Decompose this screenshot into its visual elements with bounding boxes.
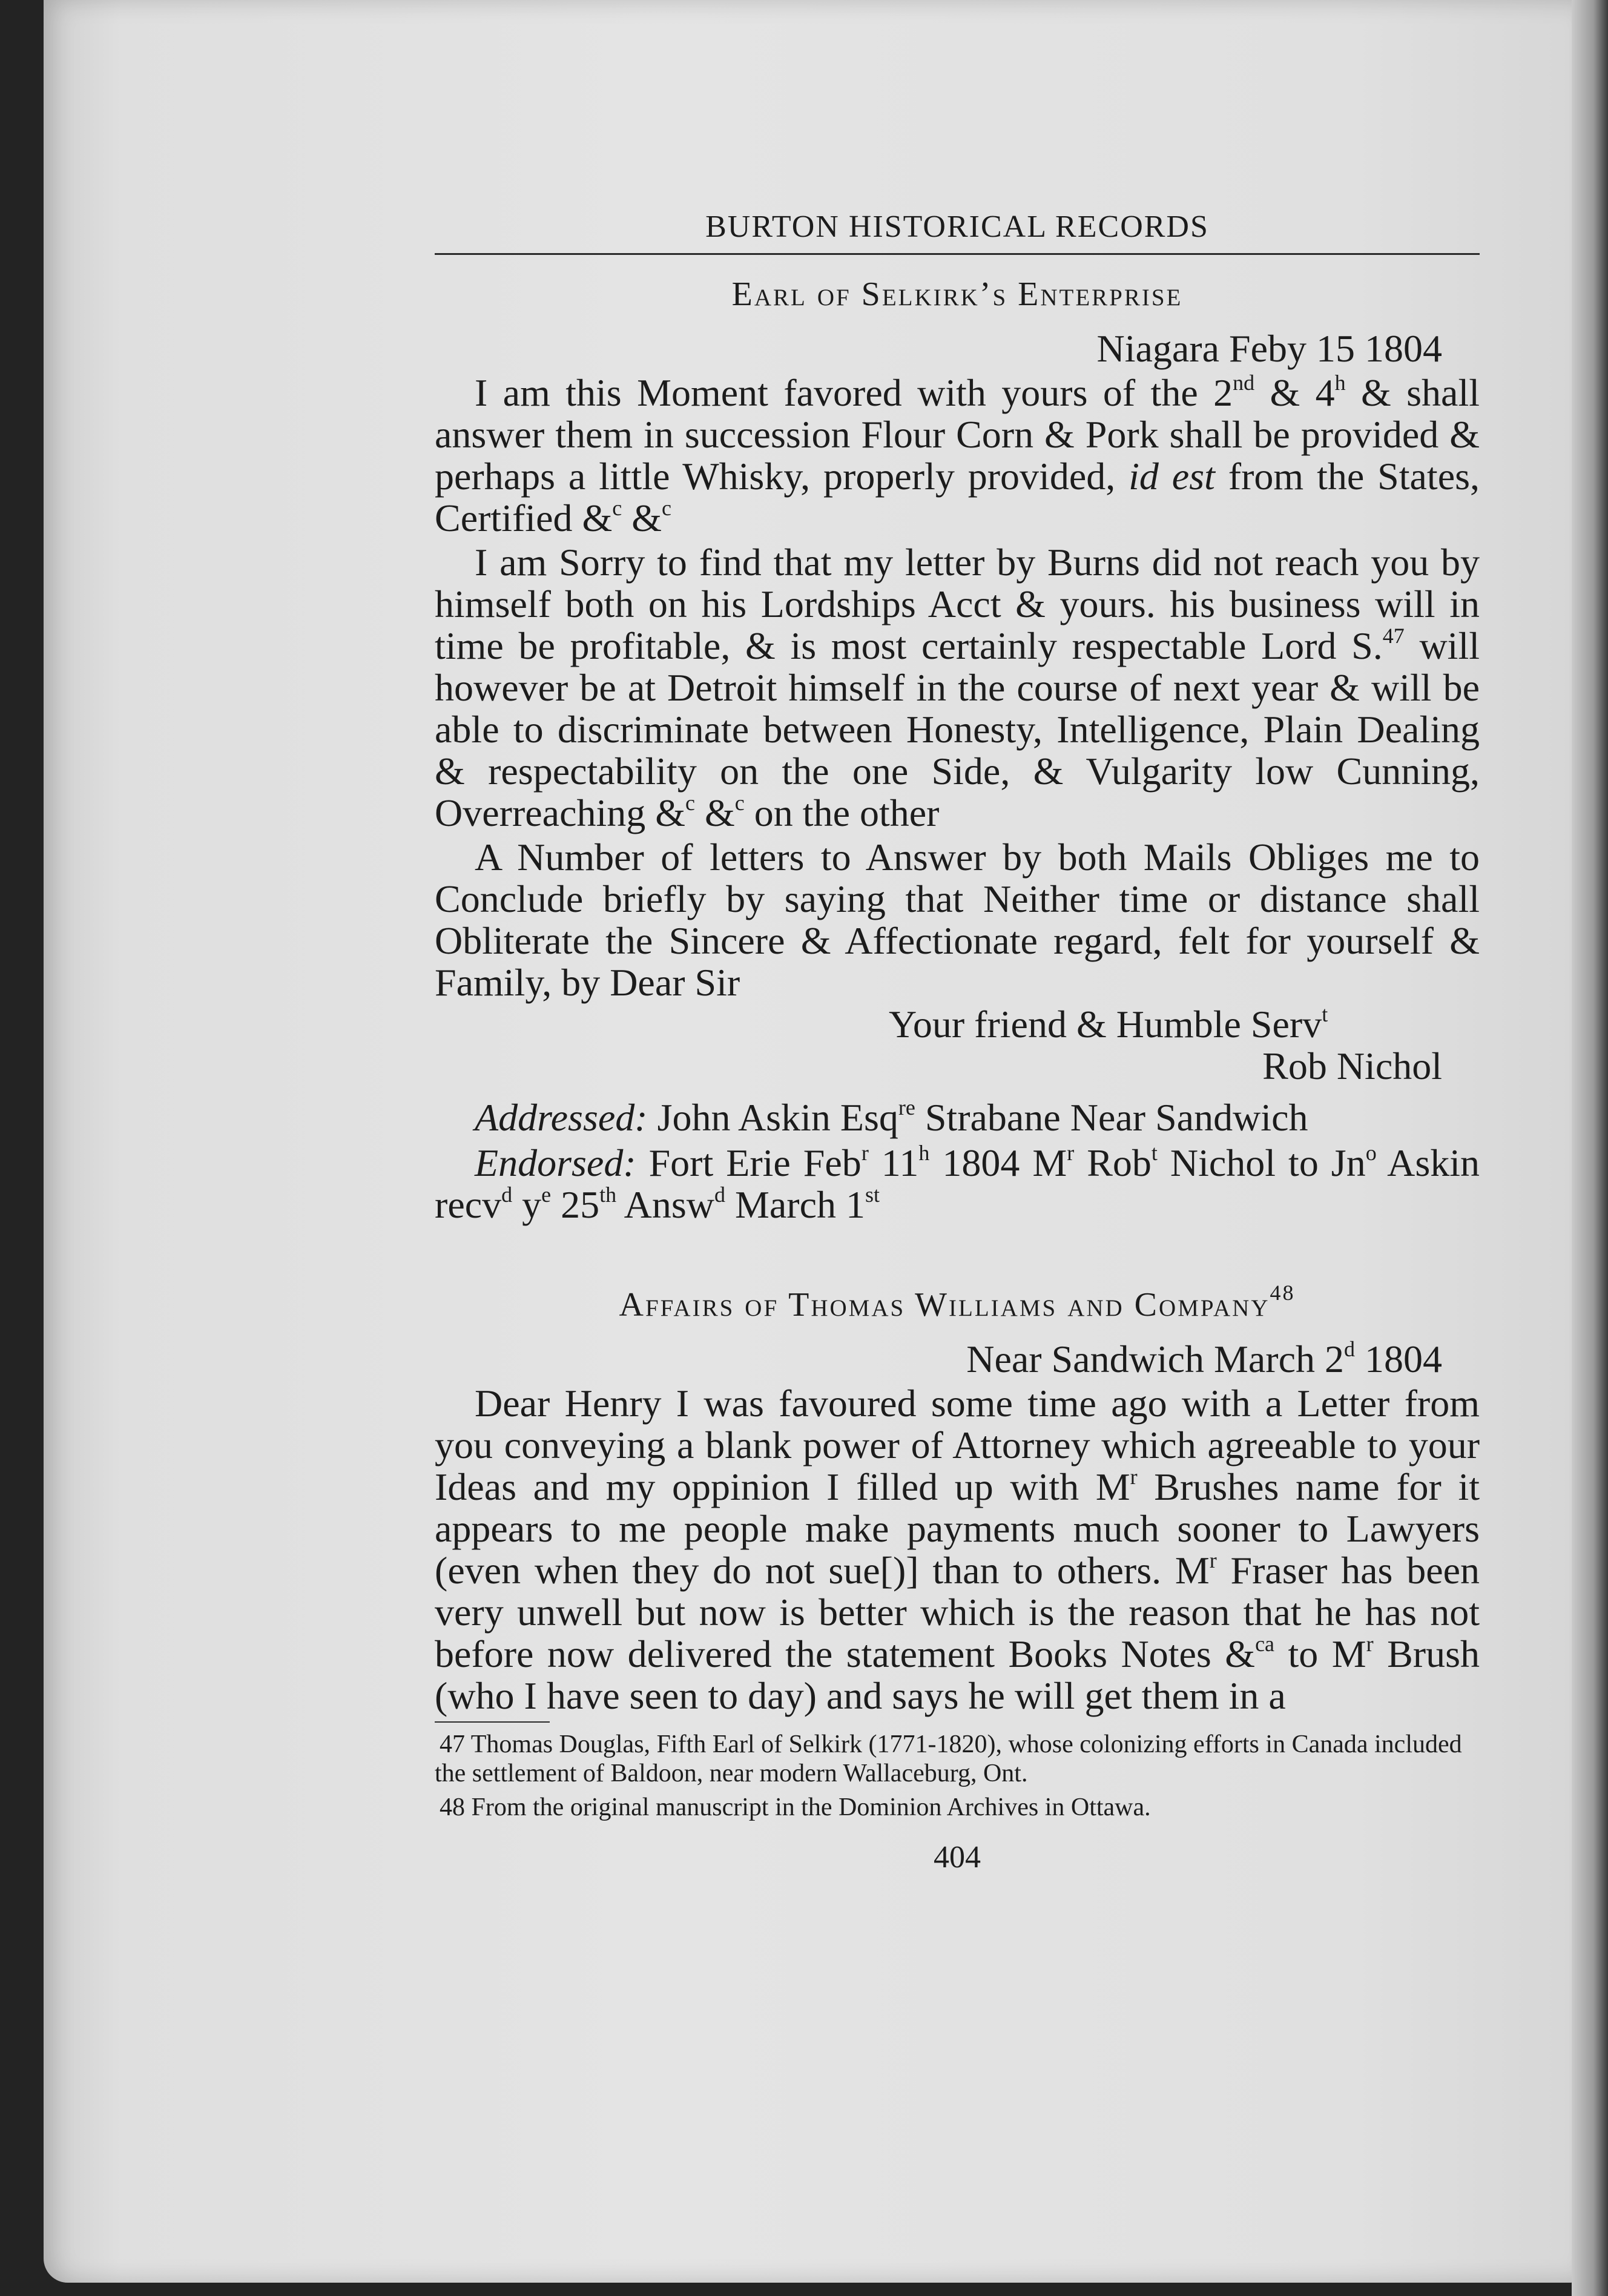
footnote-ref-47: 47: [1382, 624, 1405, 648]
text-run: 25: [551, 1183, 600, 1226]
italic-phrase: id est: [1129, 455, 1215, 498]
superscript: c: [685, 791, 696, 815]
superscript: st: [865, 1183, 880, 1207]
text-run: Your friend & Humble Serv: [889, 1003, 1322, 1046]
text-run: 1804: [1355, 1338, 1442, 1381]
superscript: d: [714, 1183, 725, 1207]
text-run: from the States, Certified &: [435, 455, 1480, 539]
text-run: & 4: [1254, 371, 1335, 414]
text-run: I am Sorry to find that my letter by Burns did not reach you by himself both on his Lordships Acct & yours. his business will in time be profitable, & is most certainly respectable Lord S.: [435, 541, 1480, 667]
superscript: d: [501, 1183, 513, 1207]
text-run: will however be at Detroit himself in the course of next year & will be able to discriminate between Honesty, Intelligence, Plain Dealing & respectability on the one Side, & Vulgarity low Cunning, Overreaching &: [435, 624, 1480, 834]
dateline-sandwich: [435, 1338, 1480, 1380]
text-run: Nichol to Jn: [1157, 1141, 1366, 1184]
superscript: t: [1151, 1141, 1158, 1165]
superscript: r: [1366, 1632, 1374, 1656]
superscript: r: [1130, 1465, 1138, 1489]
superscript: e: [541, 1183, 552, 1207]
superscript: c: [612, 496, 622, 520]
letter-paragraph-2: [435, 541, 1480, 834]
text-run: Fort Erie Feb: [636, 1141, 862, 1184]
text-run: 1804 M: [929, 1141, 1067, 1184]
superscript: o: [1365, 1141, 1377, 1165]
text-run: y: [512, 1183, 542, 1226]
superscript: r: [1209, 1548, 1217, 1572]
footnote-text: From the original manuscript in the Dominion Archives in Ottawa.: [465, 1793, 1151, 1821]
superscript: t: [1322, 1002, 1328, 1026]
text-run: Near Sandwich March 2: [966, 1338, 1344, 1381]
footnote-text: Thomas Douglas, Fifth Earl of Selkirk (1771-1820), whose colonizing efforts in Canada included the settlement of Baldoon, near modern Wallaceburg, Ont.: [435, 1730, 1462, 1787]
text-run: &: [695, 791, 735, 834]
text-run: Strabane Near Sandwich: [915, 1096, 1308, 1139]
footnote-number: 47: [440, 1730, 465, 1758]
superscript: c: [734, 791, 745, 815]
footnote-48: [435, 1793, 1480, 1822]
footnotes: [435, 1730, 1480, 1822]
footnote-number: 48: [440, 1793, 465, 1821]
signature: Rob Nichol: [1262, 1044, 1442, 1087]
text-run: Brush (who I have seen to day) and says he will get them in a: [435, 1632, 1480, 1717]
page-content: [435, 206, 1480, 1878]
superscript: d: [1344, 1337, 1355, 1361]
section-title-selkirk: Earl of Selkirk’s Enterprise: [731, 275, 1183, 313]
addressed-label: Addressed:: [475, 1096, 648, 1139]
text-run: Fraser has been very unwell but now is better which is the reason that he has not before now delivered the statement Books Notes &: [435, 1549, 1480, 1675]
letter-paragraph-henry: [435, 1382, 1480, 1717]
text-run: Brushes name for it appears to me people make payments much sooner to Lawyers (even when they do not sue[)] than to others. M: [435, 1465, 1480, 1592]
closing-line: [435, 1003, 1480, 1045]
superscript: nd: [1233, 371, 1255, 395]
text-run: &: [622, 496, 662, 539]
superscript: ca: [1255, 1632, 1275, 1656]
footnote-47: [435, 1730, 1480, 1788]
text-run: Rob: [1074, 1141, 1152, 1184]
addressed-line: [435, 1097, 1480, 1138]
text-run: March 1: [725, 1183, 865, 1226]
superscript: c: [662, 496, 671, 520]
page-number: 404: [934, 1840, 981, 1875]
superscript: re: [898, 1095, 915, 1120]
superscript: r: [1067, 1141, 1075, 1165]
section-title-williams: [435, 1281, 1480, 1326]
endorsed-line: [435, 1142, 1480, 1226]
superscript: h: [1334, 371, 1346, 395]
footnote-separator: [435, 1721, 550, 1723]
superscript: h: [918, 1141, 930, 1165]
text-run: I am this Moment favored with yours of the 2: [475, 371, 1233, 414]
running-head: BURTON HISTORICAL RECORDS: [435, 206, 1480, 255]
letter-paragraph-3: A Number of letters to Answer by both Mails Obliges me to Conclude briefly by saying that Neither time or distance shall Obliterate the Sincere & Affectionate regard, felt for yourself & Family, by Dear Sir: [435, 836, 1480, 1004]
superscript: th: [599, 1183, 617, 1207]
dateline-niagara: Niagara Feby 15 1804: [1096, 327, 1442, 370]
text-run: 11: [868, 1141, 919, 1184]
text-run: to M: [1274, 1632, 1366, 1675]
footnote-ref-48: 48: [1270, 1281, 1296, 1305]
text-run: Dear Henry I was favoured some time ago with a Letter from you conveying a blank power of Attorney which agreeable to your Ideas and my oppinion I filled up with M: [435, 1382, 1480, 1508]
page-edge: [1572, 0, 1608, 2296]
text-run: on the other: [744, 791, 940, 834]
text-run: Answ: [616, 1183, 714, 1226]
text-run: John Askin Esq: [647, 1096, 898, 1139]
superscript: r: [861, 1141, 869, 1165]
endorsed-label: Endorsed:: [475, 1141, 636, 1184]
letter-paragraph-1: [435, 372, 1480, 539]
text-run: Askin recv: [435, 1141, 1480, 1226]
text-run: & shall answer them in succession Flour Corn & Pork shall be provided & perhaps a little Whisky, properly provided,: [435, 371, 1480, 498]
text-run: Affairs of Thomas Williams and Company: [619, 1286, 1270, 1324]
